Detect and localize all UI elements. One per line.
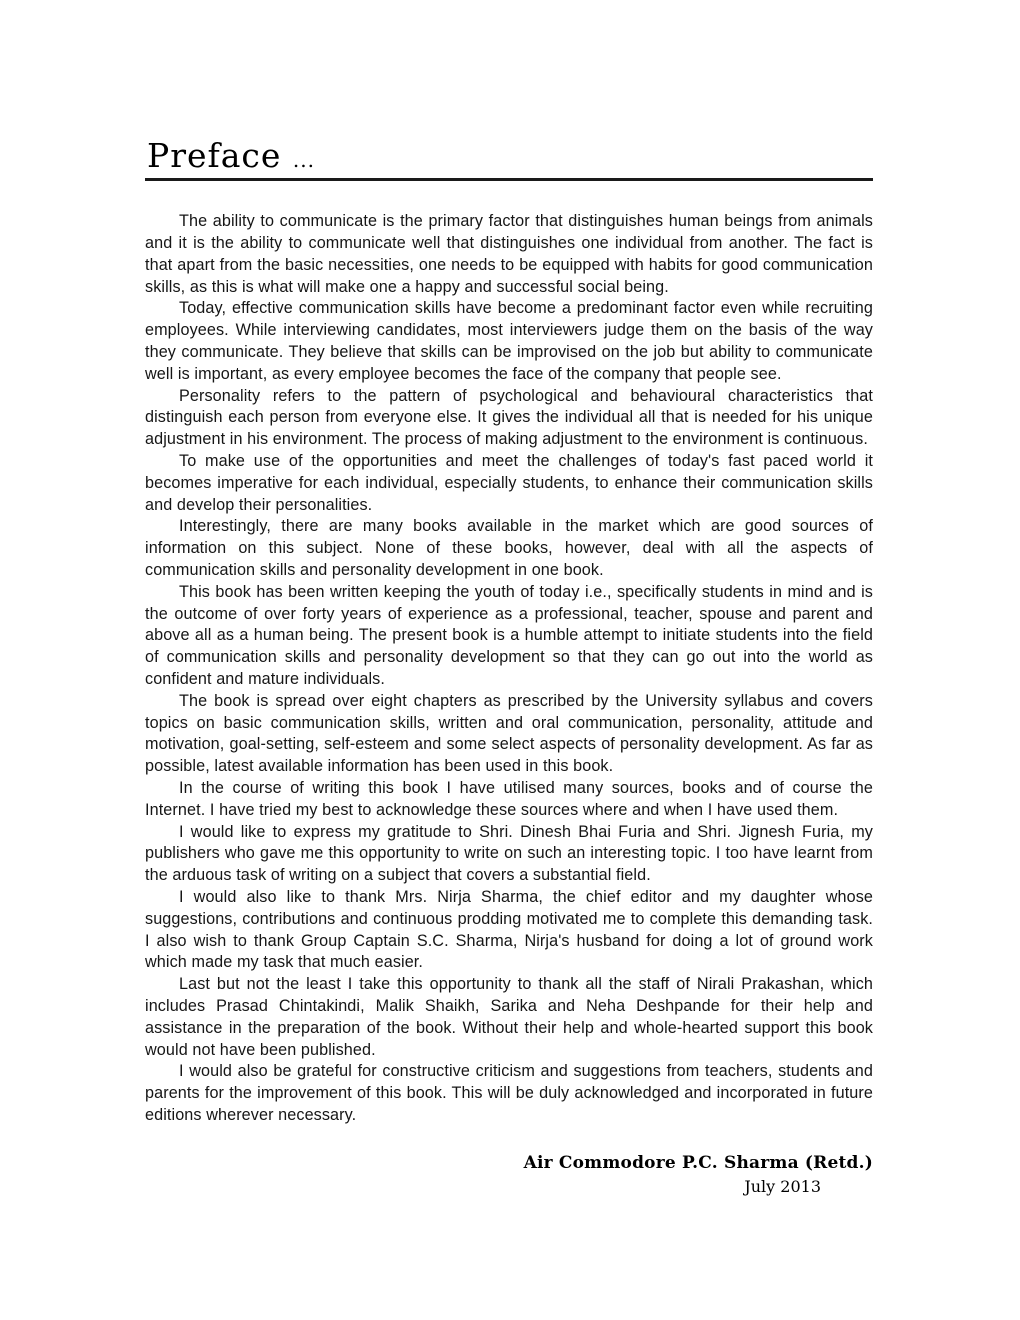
page-content bbox=[145, 138, 873, 1196]
paragraph: Interestingly, there are many books available in the market which are good sources of information on this subject. None of these books, however, deal with all the aspects of communication skills and personality development in one book. bbox=[145, 517, 873, 580]
page-title bbox=[147, 138, 873, 174]
paragraph: Last but not the least I take this opportunity to thank all the staff of Nirali Prakashan, which includes Prasad Chintakindi, Malik Shaikh, Sarika and Neha Deshpande for their help and assistance in the preparation of the book. Without their help and whole-hearted support this book would not have been published. bbox=[145, 975, 873, 1059]
paragraph: Today, effective communication skills have become a predominant factor even while recruiting employees. While interviewing candidates, most interviewers judge them on the basis of the way they communicate. They believe that skills can be improvised on the job but ability to communicate well is important, as every employee becomes the face of the company that people see. bbox=[145, 299, 873, 383]
preface-body bbox=[145, 211, 873, 1126]
signature-date: July 2013 bbox=[744, 1176, 821, 1196]
paragraph: In the course of writing this book I have utilised many sources, books and of course the Internet. I have tried my best to acknowledge these sources where and when I have used them. bbox=[145, 779, 873, 819]
paragraph: I would also be grateful for constructive criticism and suggestions from teachers, students and parents for the improvement of this book. This will be duly acknowledged and incorporated in future editions wherever necessary. bbox=[145, 1062, 873, 1124]
paragraph: This book has been written keeping the youth of today i.e., specifically students in mind and is the outcome of over forty years of experience as a professional, teacher, spouse and parent and above all as a human being. The present book is a humble attempt to initiate students into the field of communication skills and personality development so that they can go out into the world as confident and mature individuals. bbox=[145, 582, 873, 689]
page-title-text: Preface bbox=[147, 136, 282, 175]
page-title-ellipsis: ... bbox=[292, 148, 315, 172]
paragraph: To make use of the opportunities and meet the challenges of today's fast paced world it becomes imperative for each individual, especially students, to enhance their communication skills and develop their personalities. bbox=[145, 452, 873, 514]
signature-name: Air Commodore P.C. Sharma (Retd.) bbox=[523, 1152, 873, 1173]
title-divider bbox=[145, 178, 873, 181]
paragraph: I would also like to thank Mrs. Nirja Sharma, the chief editor and my daughter whose suggestions, contributions and continuous prodding motivated me to complete this demanding task. I also wish to thank Group Captain S.C. Sharma, Nirja's husband for doing a lot of ground work which made my task that much easier. bbox=[145, 888, 873, 972]
paragraph: The ability to communicate is the primary factor that distinguishes human beings from animals and it is the ability to communicate well that distinguishes one individual from another. The fact is that apart from the basic necessities, one needs to be equipped with habits for good communication skills, as this is what will make one a happy and successful social being. bbox=[145, 212, 873, 296]
paragraph: The book is spread over eight chapters as prescribed by the University syllabus and covers topics on basic communication skills, written and oral communication, personality, attitude and motivation, goal-setting, self-esteem and some select aspects of personality development. As far as possible, latest available information has been used in this book. bbox=[145, 691, 873, 776]
paragraph: I would like to express my gratitude to Shri. Dinesh Bhai Furia and Shri. Jignesh Furia, my publishers who gave me this opportunity to write on such an interesting topic. I too have learnt from the arduous task of writing on a subject that covers a substantial field. bbox=[145, 822, 873, 885]
signature-block bbox=[145, 1153, 873, 1196]
paragraph: Personality refers to the pattern of psychological and behavioural characteristics that distinguish each person from everyone else. It gives the individual all that is needed for his unique adjustment in his environment. The process of making adjustment to the environment is continuous. bbox=[145, 386, 873, 449]
